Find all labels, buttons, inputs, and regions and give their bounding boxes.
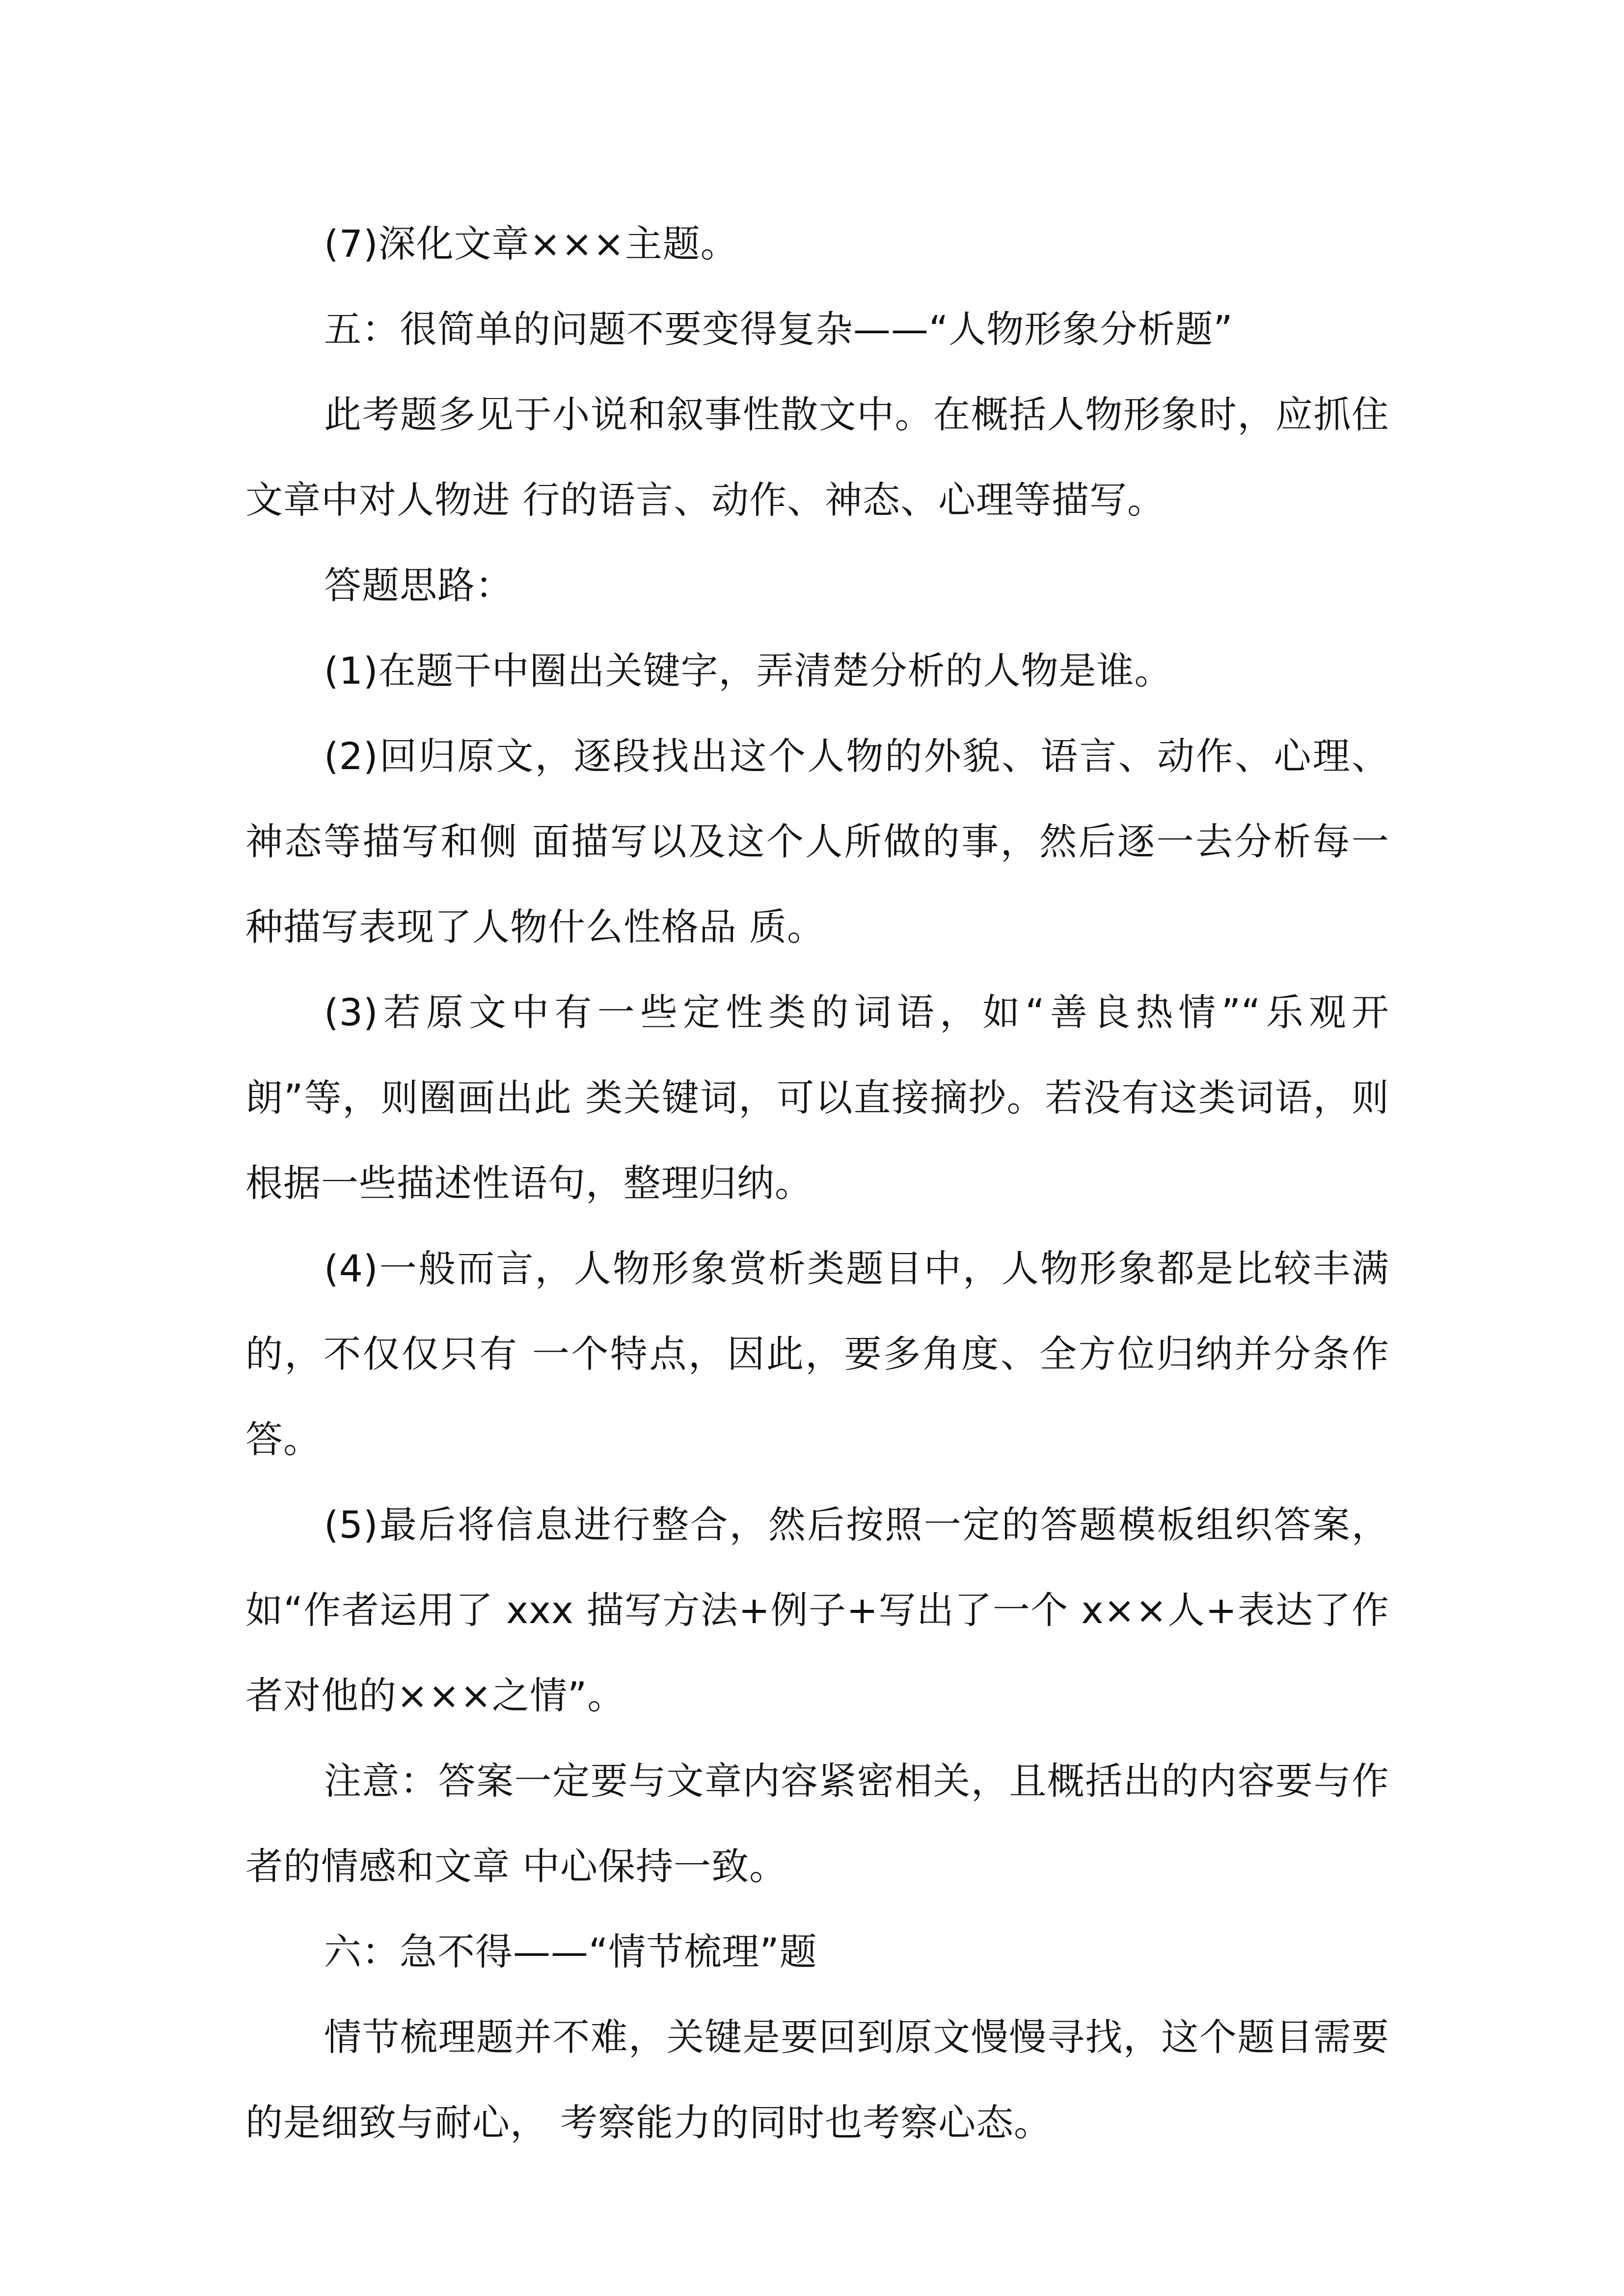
section-heading-plot: 六：急不得——“情节梳理”题 (324, 1930, 817, 1974)
note-paragraph: 注意：答案一定要与文章内容紧密相关，且概括出的内容要与作者的情感和文章 中心保持一致。 (245, 1759, 1389, 1888)
paragraph-item-7-deepen-theme: (7)深化文章×××主题。 (324, 222, 738, 266)
step-3-paragraph: (3)若原文中有一些定性类的词语，如“善良热情”“乐观开朗”等，则圈画出此 类关键词，可以直接摘抄。若没有这类词语，则根据一些描述性语句，整理归纳。 (245, 990, 1389, 1205)
step-5-paragraph: (5)最后将信息进行整合，然后按照一定的答题模板组织答案，如“作者运用了 xxx 描写方法+例子+写出了一个 x××人+表达了作者对他的×××之情”。 (245, 1503, 1389, 1717)
section-heading-character-analysis: 五：很简单的问题不要变得复杂——“人物形象分析题” (324, 307, 1233, 351)
step-2-paragraph: (2)回归原文，逐段找出这个人物的外貌、语言、动作、心理、神态等描写和侧 面描写以及这个人所做的事，然后逐一去分析每一种描写表现了人物什么性格品 质。 (245, 734, 1389, 949)
step-1-paragraph: (1)在题干中圈出关键字，弄清楚分析的人物是谁。 (324, 649, 1172, 693)
paragraph-plot-intro: 情节梳理题并不难，关键是要回到原文慢慢寻找，这个题目需要的是细致与耐心， 考察能力的同时也考察心态。 (245, 2015, 1389, 2144)
step-4-paragraph: (4)一般而言，人物形象赏析类题目中，人物形象都是比较丰满的，不仅仅只有 一个特点，因此，要多角度、全方位归纳并分条作答。 (245, 1247, 1389, 1461)
document-body (245, 201, 1389, 2165)
paragraph-character-intro: 此考题多见于小说和叙事性散文中。在概括人物形象时，应抓住文章中对人物进 行的语言、动作、神态、心理等描写。 (245, 393, 1389, 522)
answer-approach-label: 答题思路： (324, 563, 513, 607)
